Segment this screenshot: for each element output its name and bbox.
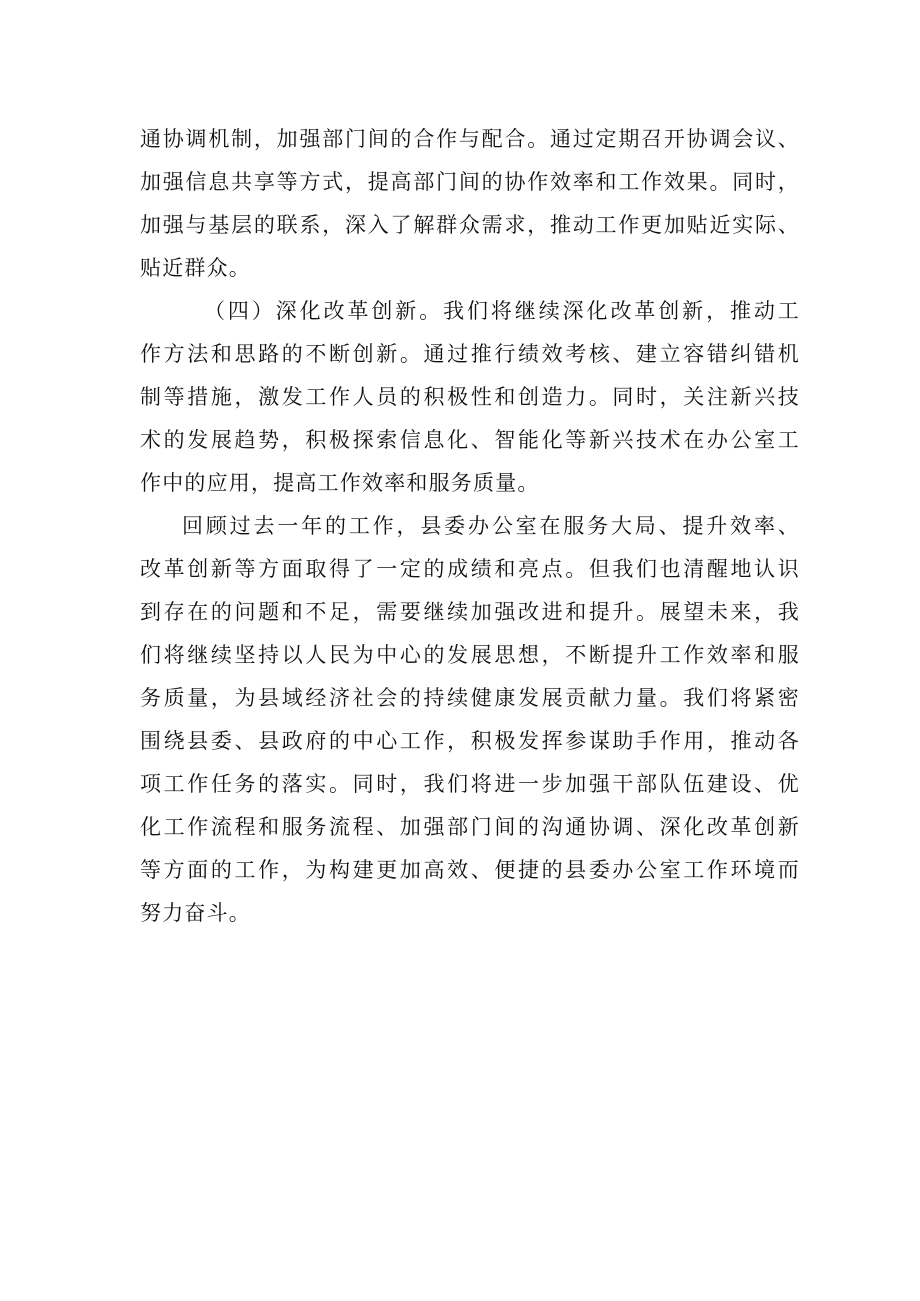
paragraph-line: 作中的应用，提高工作效率和服务质量。 (140, 471, 540, 495)
paragraph-line: 回顾过去一年的工作，县委办公室在服务大局、提升效率、 (182, 514, 800, 538)
paragraph-line: 贴近群众。 (140, 256, 251, 280)
paragraph-line: 化工作流程和服务流程、加强部门间的沟通协调、深化改革创新 (140, 815, 800, 839)
paragraph-line: 加强与基层的联系，深入了解群众需求，推动工作更加贴近实际、 (140, 213, 800, 237)
paragraph-line: 改革创新等方面取得了一定的成绩和亮点。但我们也清醒地认识 (140, 557, 800, 581)
paragraph-line: 到存在的问题和不足，需要继续加强改进和提升。展望未来，我 (140, 600, 800, 624)
paragraph-line: 们将继续坚持以人民为中心的发展思想，不断提升工作效率和服 (140, 643, 800, 667)
paragraph-line: 围绕县委、县政府的中心工作，积极发挥参谋助手作用，推动各 (140, 729, 800, 753)
paragraph-line: 努力奋斗。 (140, 901, 251, 925)
paragraph-line: 通协调机制，加强部门间的合作与配合。通过定期召开协调会议、 (140, 127, 800, 151)
paragraph-coordination-continued (140, 118, 800, 290)
paragraph-line: 制等措施，激发工作人员的积极性和创造力。同时，关注新兴技 (140, 385, 800, 409)
paragraph-review-outlook (140, 505, 800, 935)
paragraph-reform-innovation (140, 290, 800, 505)
paragraph-line: （四）深化改革创新。我们将继续深化改革创新，推动工 (204, 299, 800, 323)
paragraph-line: 术的发展趋势，积极探索信息化、智能化等新兴技术在办公室工 (140, 428, 800, 452)
paragraph-line: 项工作任务的落实。同时，我们将进一步加强干部队伍建设、优 (140, 772, 800, 796)
document-body (140, 118, 800, 935)
paragraph-line: 加强信息共享等方式，提高部门间的协作效率和工作效果。同时， (140, 170, 800, 194)
paragraph-line: 等方面的工作，为构建更加高效、便捷的县委办公室工作环境而 (140, 858, 800, 882)
paragraph-line: 务质量，为县域经济社会的持续健康发展贡献力量。我们将紧密 (140, 686, 800, 710)
paragraph-line: 作方法和思路的不断创新。通过推行绩效考核、建立容错纠错机 (140, 342, 800, 366)
